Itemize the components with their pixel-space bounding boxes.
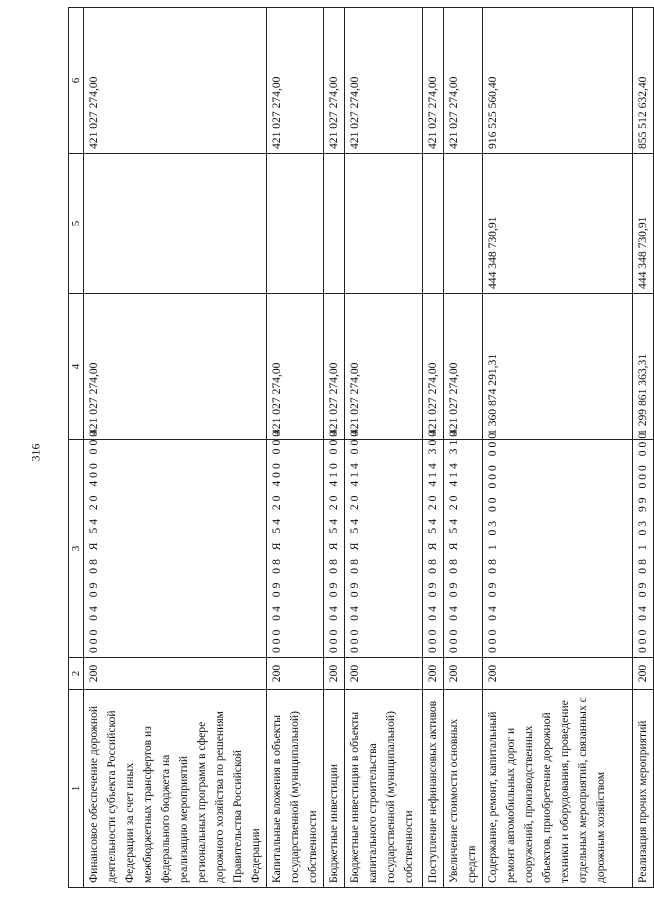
row-kbk: 000 04 09 08 Я 54 20 414 000: [345, 440, 423, 658]
row-name: Реализация прочих мероприятий: [633, 690, 654, 888]
row-col5: [345, 154, 423, 294]
header-row: [69, 8, 84, 888]
header-cell: 6: [69, 8, 84, 154]
row-col6: 916 525 560,40: [483, 8, 633, 154]
row-kbk: 000 04 09 08 1 03 99 000 000: [633, 440, 654, 658]
row-code: 200: [483, 658, 633, 690]
row-code: 200: [324, 658, 345, 690]
row-name: Финансовое обеспечение дорожной деятельности субъекта Российской Федерации за счет иных межбюджетных трансфертов из федерального бюджета на реализацию мероприятий региональных программ в сфере дорожного хозяйства по решениям Правительства Российской Федерации: [84, 690, 267, 888]
row-col4: 1 299 861 363,31: [633, 294, 654, 440]
budget-table: [68, 7, 654, 888]
row-code: 200: [633, 658, 654, 690]
row-name: Содержание, ремонт, капитальный ремонт автомобильных дорог и сооружений, производственных объектов, приобретение дорожной техники и оборудования, проведение отдельных мероприятий, связанных с дорожным хозяйством: [483, 690, 633, 888]
row-col4: 421 027 274,00: [267, 294, 324, 440]
row-col6: 421 027 274,00: [324, 8, 345, 154]
row-col5: [423, 154, 444, 294]
row-kbk: 000 04 09 08 Я 54 20 400 000: [84, 440, 267, 658]
table-row: [267, 8, 324, 888]
row-col4: 421 027 274,00: [324, 294, 345, 440]
row-col4: 421 027 274,00: [345, 294, 423, 440]
row-col6: 421 027 274,00: [345, 8, 423, 154]
header-cell: 5: [69, 154, 84, 294]
table-row: [423, 8, 444, 888]
row-col5: [324, 154, 345, 294]
rotated-document-table: [68, 8, 649, 888]
header-cell: 3: [69, 440, 84, 658]
row-kbk: 000 04 09 08 Я 54 20 414 300: [423, 440, 444, 658]
row-col6: 421 027 274,00: [267, 8, 324, 154]
row-col5: 444 348 730,91: [633, 154, 654, 294]
row-name: Бюджетные инвестиции в объекты капитального строительства государственной (муниципальной) собственности: [345, 690, 423, 888]
table-row: [345, 8, 423, 888]
table-row: [633, 8, 654, 888]
row-code: 200: [84, 658, 267, 690]
row-kbk: 000 04 09 08 Я 54 20 400 000: [267, 440, 324, 658]
row-kbk: 000 04 09 08 Я 54 20 410 000: [324, 440, 345, 658]
row-col4: 421 027 274,00: [444, 294, 483, 440]
table-row: [483, 8, 633, 888]
page-number: 316: [28, 443, 43, 462]
header-cell: 2: [69, 658, 84, 690]
row-code: 200: [345, 658, 423, 690]
row-col4: 421 027 274,00: [423, 294, 444, 440]
table-row: [84, 8, 267, 888]
row-col6: 855 512 632,40: [633, 8, 654, 154]
table-row: [324, 8, 345, 888]
table-row: [444, 8, 483, 888]
row-col5: [444, 154, 483, 294]
row-name: Увеличение стоимости основных средств: [444, 690, 483, 888]
row-col5: [267, 154, 324, 294]
row-name: Поступление нефинансовых активов: [423, 690, 444, 888]
row-kbk: 000 04 09 08 1 03 00 000 000: [483, 440, 633, 658]
header-cell: 4: [69, 294, 84, 440]
row-col4: 421 027 274,00: [84, 294, 267, 440]
row-col5: 444 348 730,91: [483, 154, 633, 294]
row-name: Капитальные вложения в объекты государственной (муниципальной) собственности: [267, 690, 324, 888]
row-code: 200: [267, 658, 324, 690]
row-col6: 421 027 274,00: [444, 8, 483, 154]
header-cell: 1: [69, 690, 84, 888]
row-col6: 421 027 274,00: [423, 8, 444, 154]
row-name: Бюджетные инвестиции: [324, 690, 345, 888]
row-col6: 421 027 274,00: [84, 8, 267, 154]
row-col5: [84, 154, 267, 294]
row-code: 200: [423, 658, 444, 690]
row-kbk: 000 04 09 08 Я 54 20 414 310: [444, 440, 483, 658]
row-col4: 1 360 874 291,31: [483, 294, 633, 440]
row-code: 200: [444, 658, 483, 690]
